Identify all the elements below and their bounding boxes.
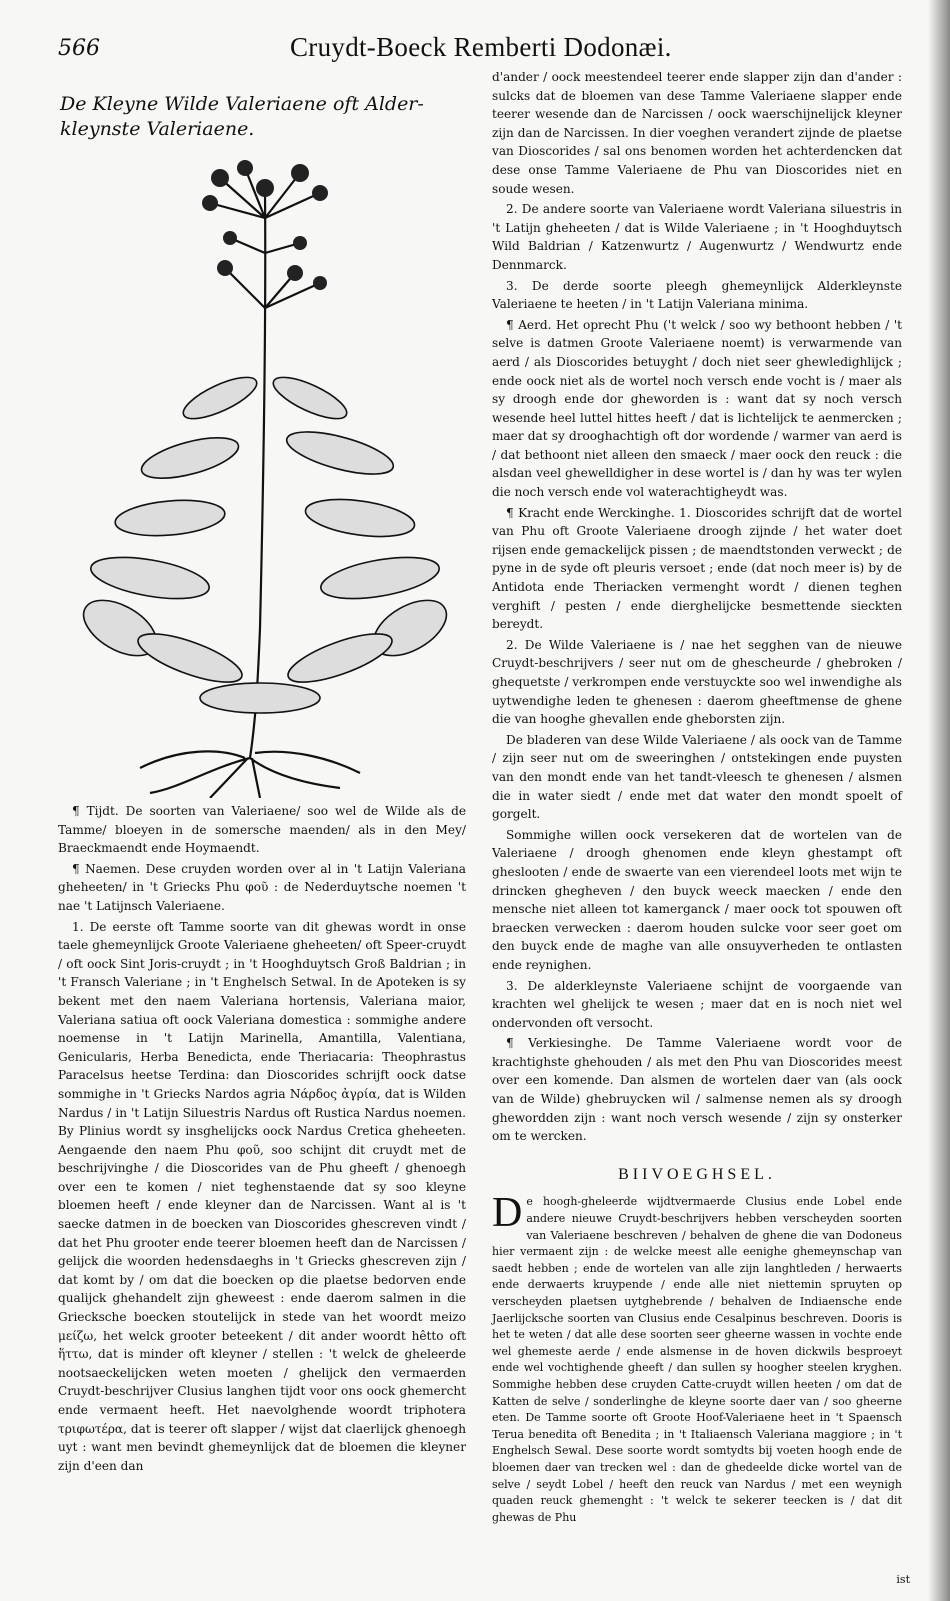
paragraph-wilde-valeriaene: 2. De Wilde Valeriaene is / nae het segghen van de nieuwe Cruydt-beschrijvers / seer nut om de ghescheurde / ghebroken / ghequetste / verkrompen ende verstuyckte soo wel inwendighe als uytwendighe leden te ghenesen : daerom gheeftmense de ghene die van hooghe ghevallen ende gheborsten zijn. <box>492 637 902 727</box>
paragraph-andere-soorte: 2. De andere soorte van Valeriaene wordt Valeriana siluestris in 't Latijn gheheeten / dat is Wilde Valeriaene ; in 't Hooghduytsch Wild Baldrian / Katzenwurtz / Augenwurtz / Wendwurtz ende Dennmarck. <box>492 202 902 272</box>
paragraph-eerste-soorte: 1. De eerste oft Tamme soorte van dit ghewas wordt in onse taele ghemeynlijck Groote Valeriaene gheheeten/ oft Speer-cruydt / oft oock Sint Joris-cruydt ; in 't Hooghduytsch Groß Baldrian ; in 't Fransch Valeriane ; in 't Enghelsch Setwal. In de Apoteken is sy bekent met den naem Valeriana hortensis, Valeriana maior, Valeriana satiua oft oock Valeriana domestica : sommighe andere noemense in 't Latijn Marinella, Amantilla, Valentiana, Genicularis, Herba Benedicta, ende Theriacaria: Theophrastus Paracelsus heetse Terdina: dan Dioscorides schrijft oock datse sommighe in 't Griecks Nardos agria Νάρδος ἀγρία, dat is Wilden Nardus / in 't Latijn Siluestris Nardus oft Rustica Nardus noemen. By Plinius wordt sy insghelijcks oock Nardus Cretica gheheeten. Aengaende den naem Phu φοῦ, soo schijnt dit cruydt met de beschrijvinghe / die Dioscorides van de Phu gheeft / ghenoegh over een te komen / niet teghenstaende dat sy soo kleyne bloemen heeft / ende kleyner dan de Narcissen. Want al is 't saecke datmen in de boecken van Dioscorides ghescreven vindt / dat het Phu grooter ende teerer bloemen heeft dan de Narcissen / gelijck die woorden hedensdaeghs in 't Griecks ghescreven zijn / dat komt by / om dat die boecken op die plaetse bedorven ende qualijck ghehandelt zijn gheweest : ende daerom salmen in die Griecksche boecken stoutelijck in stede van het woordt meizo μείζω, het welck grooter beteekent / dit ander woordt hêtto oft ἥττω, dat is minder oft kleyner / stellen : 't welck de gheleerde nootsaeckelijcken weten moeten / ghelijck den vermaerden Cruydt-beschrijver Clusius langhen tijdt voor ons oock ghemercht ende vermaent heeft. Het naevolghende woordt triphotera τριφωτέρα, dat is teerer oft slapper / wijst dat claerlijck ghenoegh uyt : want men bevindt ghemeynlijck dat de bloemen die kleyner zijn d'een dan <box>58 919 466 1473</box>
paragraph-alderkleynste: 3. De alderkleynste Valeriaene schijnt de voorgaende van krachten wel ghelijck te wesen ; maer dat en is noch niet wel ondervonden oft versocht. <box>492 978 902 1030</box>
paragraph-verkiesinghe: ¶ Verkiesinghe. De Tamme Valeriaene wordt voor de krachtighste ghehouden / als met den Phu van Dioscorides meest over een komende. Dan alsmen de wortelen daer van (als oock van de Wilde) ghebruycken wil / salmense nemen als sy droogh ghewordden zijn : want noch versch wesende / zijn sy onsterker om te wercken. <box>492 1036 902 1144</box>
dropcap-letter: D <box>492 1190 523 1237</box>
left-text-column <box>58 802 466 1477</box>
paragraph-bladeren: De bladeren van dese Wilde Valeriaene / als oock van de Tamme / zijn seer nut om de sweeringhen / ontstekingen ende puysten van den mondt ende van het tandt-vleesch te ghenesen / alsmen die in water siedt / ende met dat water den mondt spoelt of gorgelt. <box>492 732 902 822</box>
right-text-column <box>492 68 902 1528</box>
valerian-woodcut-illustration <box>60 158 480 798</box>
page-edge-shadow <box>928 0 950 1601</box>
paragraph-continuation: d'ander / oock meestendeel teerer ende slapper zijn dan d'ander : sulcks dat de bloemen van dese Tamme Valeriaene slapper ende teerer wesende dan de Narcissen / oock waerschijnelijck kleyner zijn dan de Narcissen. In dier voeghen verandert zijnde de plaetse van Dioscorides / sal ons benomen worden het achterdencken dat dese onse Tamme Valeriaene de Phu van Dioscorides niet en soude wesen. <box>492 70 902 196</box>
running-title: Cruydt-Boeck Remberti Dodonæi. <box>290 32 672 62</box>
catchword: ist <box>896 1573 910 1586</box>
supplement-paragraph <box>492 1190 902 1526</box>
supplement-title: BIIVOEGHSEL. <box>618 1165 776 1183</box>
paragraph-sommighe: Sommighe willen oock versekeren dat de wortelen van de Valeriaene / droogh ghenomen ende kleyn ghestampt oft gheslooten / ende de swaerte van een vierendeel loots met wijn te drincken ghegheven / den buyck weeck maecken / ende den mensche niet alleen tot kamerganck / maer oock tot spouwen oft braecken verwecken : daerom houden sulcke voor seer goet om den buyck ende de maghe van alle onsuyverheden te ontlasten ende reynighen. <box>492 827 902 972</box>
paragraph-tijdt: ¶ Tijdt. De soorten van Valeriaene/ soo wel de Wilde als de Tamme/ bloeyen in de somersche maenden/ als in den Mey/ Braeckmaendt ende Hoymaendt. <box>58 804 466 856</box>
chapter-heading: De Kleyne Wilde Valeriaene oft Alder-kleynste Valeriaene. <box>60 93 424 140</box>
supplement-text: e hoogh-gheleerde wijdtvermaerde Clusius ende Lobel ende andere nieuwe Cruydt-beschrijvers hebben verscheyden soorten van Valeriaene beschreven / behalven de ghene die van Dodoneus hier vermaent zijn : de welcke meest alle eenighe ghemeynschap van saedt hebben ; ende de wortelen van alle zijn langhtleden / herwaerts ende derwaerts kruypende / ende alle niet niettemin spruyten op verscheyden plaetsen uytghebrende / behalven de Indiaensche ende Jaerlijcksche soorten van Clusius ende Cesalpinus beschreven. Dooris is het te weten / dat alle dese soorten seer gheerne wassen in vochte ende wel ghemeste aerde / ende alsmense in de hoven dickwils besproeyt ende wel vochtighende gheeft / dan sullen sy hoogher steelen kryghen. Sommighe hebben dese cruyden Catte-cruydt willen heeten / om dat de Katten de selve / sonderlinghe de kleyne soorte daer van / soo gheerne eten. De Tamme soorte oft Groote Hoof-Valeriaene heet in 't Spaensch Terua benedita oft Benedita ; in 't Italiaensch Valeriana maggiore ; in 't Enghelsch Sewal. Dese soorte wordt somtydts bij voeten hoogh ende de bloemen daer van trecken wel : dan de ghedeelde dicke wortel van de selve / seydt Lobel / heeft den reuck van Nardus / met een weynigh quaden reuck ghemenght : 't welck te sekerer teecken is / dat dit ghewas de Phu <box>492 1195 902 1524</box>
paragraph-naemen: ¶ Naemen. Dese cruyden worden over al in 't Latijn Valeriana gheheeten/ in 't Griecks Phu φοῦ : de Nederduytsche noemen 't nae 't Latijnsch Valeriaene. <box>58 861 466 913</box>
page-number: 566 <box>58 36 100 61</box>
paragraph-aerd: ¶ Aerd. Het oprecht Phu ('t welck / soo wy bethoont hebben / 't selve is datmen Groote Valeriaene noemt) is verwarmende van aerd / als Dioscorides betuyght / doch niet seer ghewledighlijck ; ende oock niet als de wortel noch versch ende vocht is / maer als sy droogh ende dor gheworden is : want dat sy noch versch wesende heel luttel hittes heeft / dat is lichtelijck te aenmercken ; maer dat sy drooghachtigh oft dor wordende / warmer van aerd is / dat bethoont niet alleen den smaeck / maer oock den reuck : die alsdan veel ghewelldigher in dese wortel is / dan hy was ter wylen die noch versch ende vol waterachtigheydt was. <box>492 317 902 500</box>
paragraph-derde-soorte: 3. De derde soorte pleegh ghemeynlijck Alderkleynste Valeriaene te heeten / in 't Latijn Valeriana minima. <box>492 278 902 312</box>
paragraph-kracht: ¶ Kracht ende Werckinghe. 1. Dioscorides schrijft dat de wortel van Phu oft Groote Valeriaene droogh zijnde / het water doet rijsen ende gemackelijck pissen ; de maendtstonden verweckt ; de pyne in de syde oft pleuris versoet ; ende (dat noch meer is) by de Antidota ende Theriacken vermenght wordt / dienen teghen verghift / pesten / ende dierghelijcke besmettende sieckten bereydt. <box>492 505 902 632</box>
